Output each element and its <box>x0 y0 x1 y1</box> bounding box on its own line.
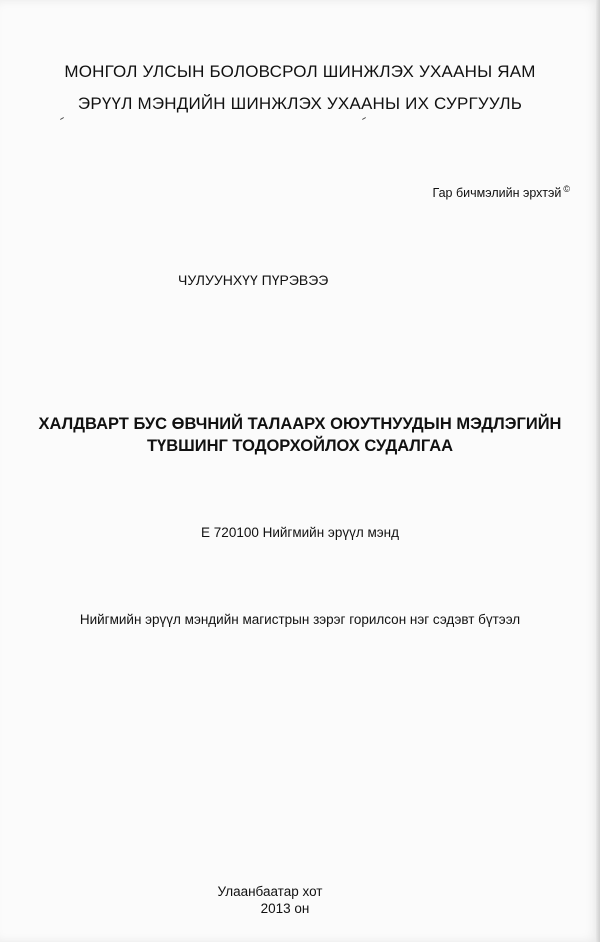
specialty-code: Е 720100 Нийгмийн эрүүл мэнд <box>201 525 399 540</box>
copyright-note <box>433 184 570 200</box>
university-heading: ЭРҮҮЛ МЭНДИЙН ШИНЖЛЭХ УХААНЫ ИХ СУРГУУЛЬ <box>77 94 523 113</box>
thesis-type: Нийгмийн эрүүл мэндийн магистрын зэрэг горилсон нэг сэдэвт бүтээл <box>79 612 521 627</box>
city: Улаанбаатар хот <box>217 884 323 899</box>
thesis-title-line-2: ТҮВШИНГ ТОДОРХОЙЛОХ СУДАЛГАА <box>146 437 454 455</box>
scan-mark <box>362 117 366 120</box>
scan-edge <box>596 0 600 942</box>
copyright-symbol: © <box>563 184 570 194</box>
thesis-title-line-1: ХАЛДВАРТ БУС ӨВЧНИЙ ТАЛААРХ ОЮУТНУУДЫН МЭДЛЭГИЙН <box>38 415 562 433</box>
year: 2013 он <box>260 901 310 916</box>
copyright-note-text: Гар бичмэлийн эрхтэй <box>432 186 562 201</box>
scan-mark <box>60 117 64 120</box>
ministry-heading: МОНГОЛ УЛСЫН БОЛОВСРОЛ ШИНЖЛЭХ УХААНЫ ЯАМ <box>64 62 536 81</box>
author-name: ЧУЛУУНХҮҮ ПҮРЭВЭЭ <box>178 272 329 288</box>
